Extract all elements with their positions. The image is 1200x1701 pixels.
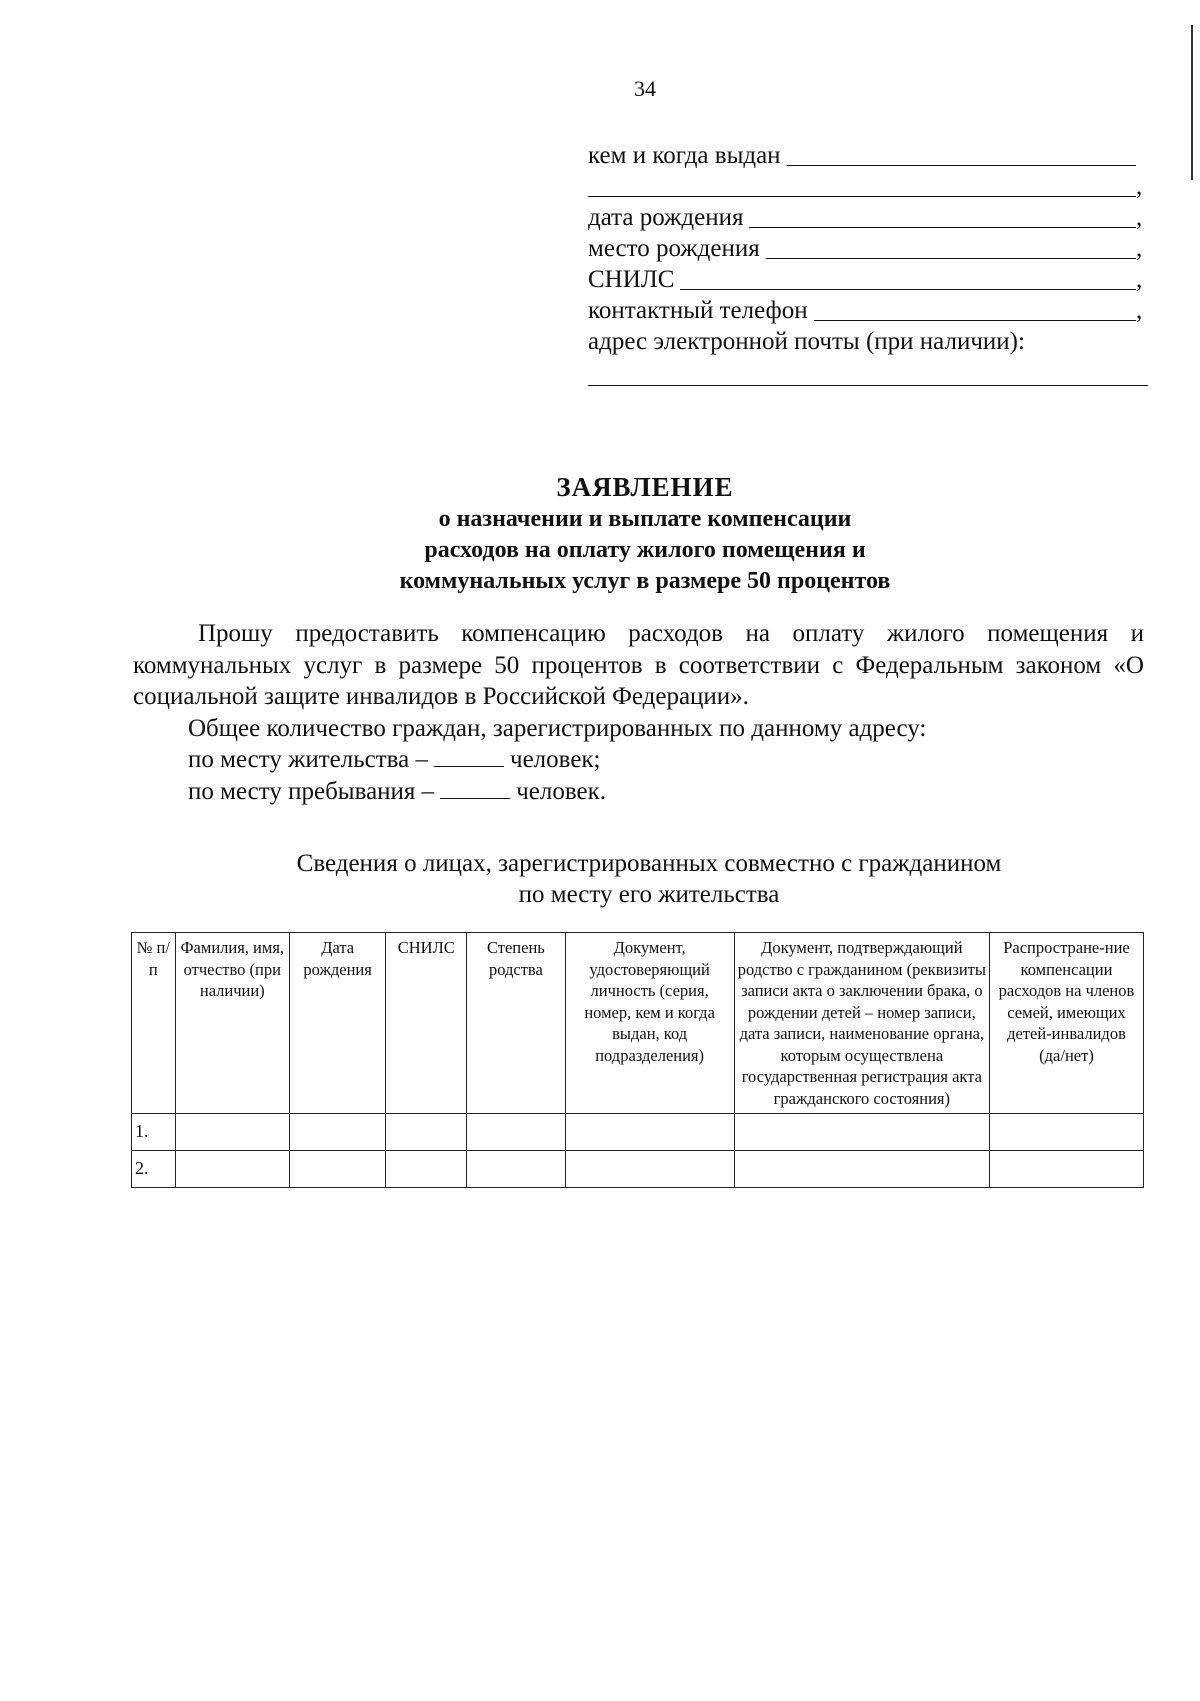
table-header-row [132, 933, 1144, 1114]
table-cell[interactable] [467, 1114, 565, 1151]
header-kinship-document: Документ, подтверждающий родство с гражданином (реквизиты записи акта о заключении брака, о рождении детей – номер записи, дата записи, наименование органа, которым осуществлена государственная регистрация акта гражданского состояния) [734, 933, 989, 1114]
document-title [0, 470, 1200, 597]
email-line-field [588, 357, 1148, 388]
page-number: 34 [634, 76, 656, 101]
issued-by-label: кем и когда выдан [588, 142, 781, 169]
table-cell[interactable] [386, 1114, 467, 1151]
table-cell[interactable] [290, 1151, 386, 1188]
snils-label: СНИЛС [588, 266, 675, 293]
residence-suffix: человек; [510, 746, 601, 773]
email-field [588, 326, 1148, 357]
stay-suffix: человек. [516, 777, 606, 805]
header-birth-date: Дата рождения [290, 933, 386, 1114]
table-cell[interactable] [734, 1114, 989, 1151]
table-cell[interactable] [734, 1151, 989, 1188]
registered-persons-table [131, 932, 1144, 1188]
phone-blank[interactable] [814, 298, 1136, 321]
table-cell[interactable] [386, 1151, 467, 1188]
residence-line [133, 744, 1144, 776]
residence-prefix: по месту жительства – [188, 746, 429, 773]
birth-place-blank[interactable] [766, 236, 1136, 259]
total-count-line: Общее количество граждан, зарегистрированных по данному адресу: [188, 714, 927, 742]
applicant-fields [588, 140, 1148, 388]
table-cell[interactable] [467, 1151, 565, 1188]
table-row [132, 1151, 1144, 1188]
issued-by-continuation-blank[interactable] [588, 174, 1136, 197]
phone-label: контактный телефон [588, 297, 808, 324]
table-row [132, 1114, 1144, 1151]
title-line-3: коммунальных услуг в размере 50 процентов [399, 568, 891, 594]
birth-date-blank[interactable] [749, 205, 1136, 228]
phone-field [588, 295, 1148, 326]
table-cell[interactable] [175, 1151, 289, 1188]
snils-blank[interactable] [680, 267, 1136, 290]
comma: , [1136, 173, 1143, 200]
table-cell[interactable] [989, 1151, 1143, 1188]
comma: , [1136, 266, 1143, 293]
birth-date-label: дата рождения [588, 204, 744, 231]
table-caption-line-2: по месту его жительства [518, 881, 780, 908]
snils-field [588, 264, 1148, 295]
table-cell[interactable] [290, 1114, 386, 1151]
birth-date-field [588, 202, 1148, 233]
header-snils: СНИЛС [386, 933, 467, 1114]
body-text [133, 618, 1144, 807]
table-cell[interactable] [989, 1114, 1143, 1151]
table-cell[interactable] [175, 1114, 289, 1151]
email-blank[interactable] [588, 363, 1148, 386]
birth-place-label: место рождения [588, 235, 760, 262]
table-caption [0, 848, 1200, 910]
stay-count-blank[interactable] [440, 778, 510, 799]
header-identity-document: Документ, удостоверяющий личность (серия, номер, кем и когда выдан, код подразделения) [565, 933, 734, 1114]
title-main: ЗАЯВЛЕНИЕ [556, 472, 734, 502]
stay-line [133, 776, 1144, 808]
email-label: адрес электронной почты (при наличии): [588, 328, 1025, 355]
issued-by-blank[interactable] [787, 143, 1136, 166]
table-caption-line-1: Сведения о лицах, зарегистрированных совместно с гражданином [296, 850, 1002, 877]
table-cell[interactable] [565, 1151, 734, 1188]
title-line-2: расходов на оплату жилого помещения и [424, 537, 866, 563]
header-full-name: Фамилия, имя, отчество (при наличии) [175, 933, 289, 1114]
title-line-1: о назначении и выплате компенсации [438, 506, 852, 532]
residence-count-blank[interactable] [434, 746, 504, 767]
header-compensation-extension: Распростране-ние компенсации расходов на членов семей, имеющих детей-инвалидов (да/нет) [989, 933, 1143, 1114]
birth-place-field [588, 233, 1148, 264]
header-number: № п/п [132, 933, 176, 1114]
issued-by-continuation-field [588, 171, 1148, 202]
scan-edge-line [1191, 25, 1193, 180]
row-number: 1. [132, 1114, 176, 1151]
comma: , [1136, 204, 1143, 231]
comma: , [1136, 235, 1143, 262]
issued-by-field [588, 140, 1148, 171]
comma: , [1136, 297, 1143, 324]
row-number: 2. [132, 1151, 176, 1188]
header-kinship: Степень родства [467, 933, 565, 1114]
stay-prefix: по месту пребывания – [188, 777, 435, 805]
table-cell[interactable] [565, 1114, 734, 1151]
request-paragraph: Прошу предоставить компенсацию расходов на оплату жилого помещения и коммунальных услуг в размере 50 процентов в соответствии с Федеральным законом «О социальной защите инвалидов в Российской Федерации». [133, 620, 1144, 710]
